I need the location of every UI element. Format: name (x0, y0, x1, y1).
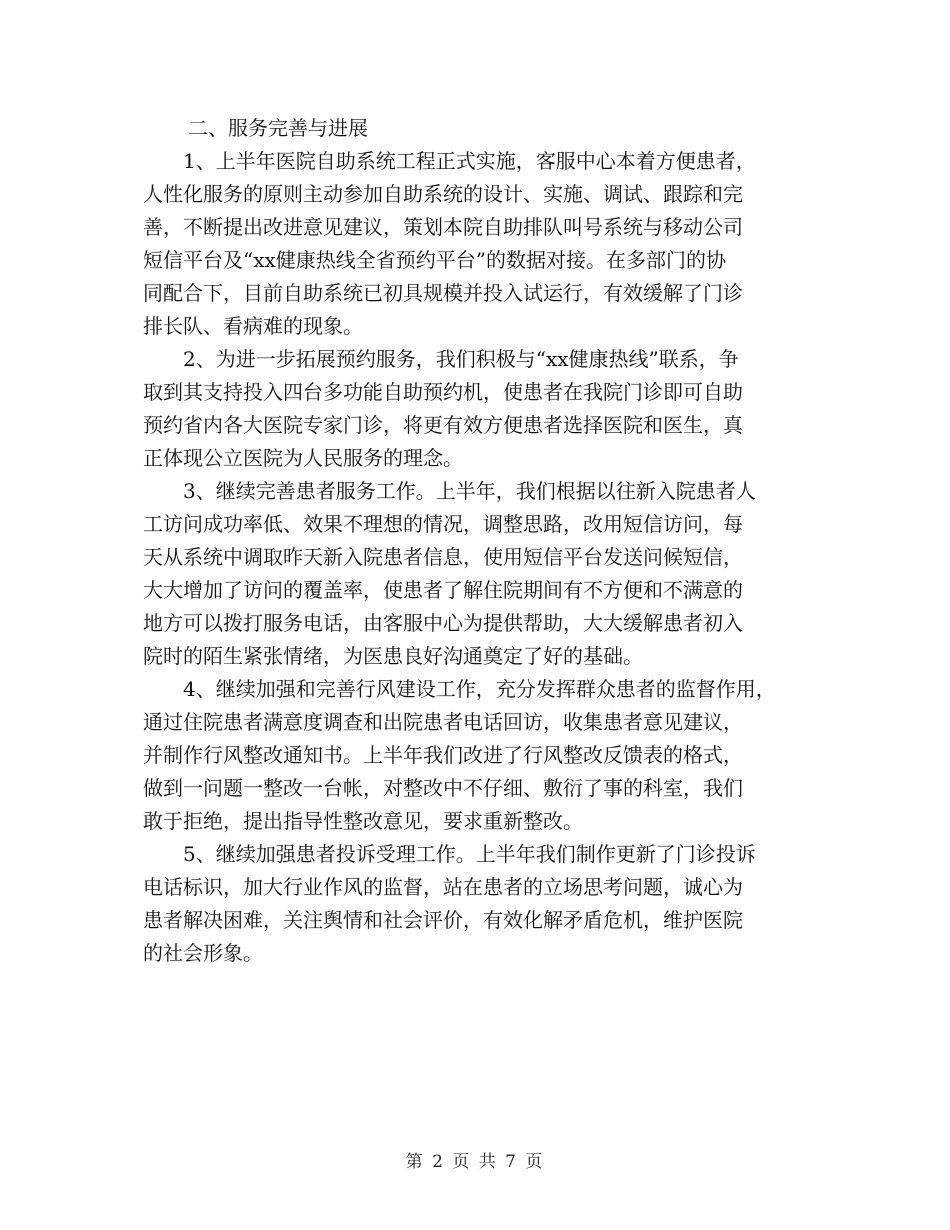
paragraph-line: 做到一问题一整改一台帐，对整改中不仔细、敷衍了事的科室，我们 (143, 776, 743, 800)
paragraph-line: 天从系统中调取昨天新入院患者信息，使用短信平台发送问候短信， (143, 545, 743, 569)
page-number-footer: 第 2 页 共 7 页 (405, 1152, 545, 1172)
paragraph-line: 地方可以拨打服务电话，由客服中心为提供帮助，大大缓解患者初入 (143, 611, 743, 635)
paragraph-4 (143, 673, 815, 838)
section-heading: 二、服务完善与进展 (188, 116, 368, 140)
paragraph-1 (143, 145, 815, 343)
paragraph-line: 取到其支持投入四台多功能自助预约机，使患者在我院门诊即可自助 (143, 380, 743, 404)
paragraph-line: 工访问成功率低、效果不理想的情况，调整思路，改用短信访问，每 (143, 512, 743, 536)
paragraph-line: 5、继续加强患者投诉受理工作。上半年我们制作更新了门诊投诉 (183, 842, 756, 866)
paragraph-line: 短信平台及“xx健康热线全省预约平台”的数据对接。在多部门的协 (143, 248, 727, 272)
paragraph-line: 同配合下，目前自助系统已初具规模并投入试运行，有效缓解了门诊 (143, 281, 743, 305)
paragraph-3 (143, 475, 815, 673)
paragraph-line: 的社会形象。 (143, 941, 263, 965)
paragraph-line: 2、为进一步拓展预约服务，我们积极与“xx健康热线”联系，争 (183, 347, 739, 371)
paragraph-line: 人性化服务的原则主动参加自助系统的设计、实施、调试、跟踪和完 (143, 182, 743, 206)
paragraph-line: 电话标识，加大行业作风的监督，站在患者的立场思考问题，诚心为 (143, 875, 743, 899)
paragraph-line: 4、继续加强和完善行风建设工作，充分发挥群众患者的监督作用， (183, 677, 776, 701)
document-body (143, 112, 815, 970)
paragraph-line: 通过住院患者满意度调查和出院患者电话回访，收集患者意见建议， (143, 710, 743, 734)
paragraph-line: 并制作行风整改通知书。上半年我们改进了行风整改反馈表的格式， (143, 743, 743, 767)
paragraph-line: 预约省内各大医院专家门诊，将更有效方便患者选择医院和医生，真 (143, 413, 743, 437)
paragraph-line: 大大增加了访问的覆盖率，使患者了解住院期间有不方便和不满意的 (143, 578, 743, 602)
paragraph-line: 排长队、看病难的现象。 (143, 314, 363, 338)
paragraph-line: 患者解决困难，关注舆情和社会评价，有效化解矛盾危机，维护医院 (143, 908, 743, 932)
paragraph-line: 正体现公立医院为人民服务的理念。 (143, 446, 463, 470)
paragraph-5 (143, 838, 815, 970)
paragraph-line: 院时的陌生紧张情绪，为医患良好沟通奠定了好的基础。 (143, 644, 643, 668)
paragraph-line: 敢于拒绝，提出指导性整改意见，要求重新整改。 (143, 809, 583, 833)
paragraph-2 (143, 343, 815, 475)
paragraph-line: 3、继续完善患者服务工作。上半年，我们根据以往新入院患者人 (183, 479, 756, 503)
paragraph-line: 1、上半年医院自助系统工程正式实施，客服中心本着方便患者， (183, 149, 756, 173)
paragraph-line: 善，不断提出改进意见建议，策划本院自助排队叫号系统与移动公司 (143, 215, 743, 239)
